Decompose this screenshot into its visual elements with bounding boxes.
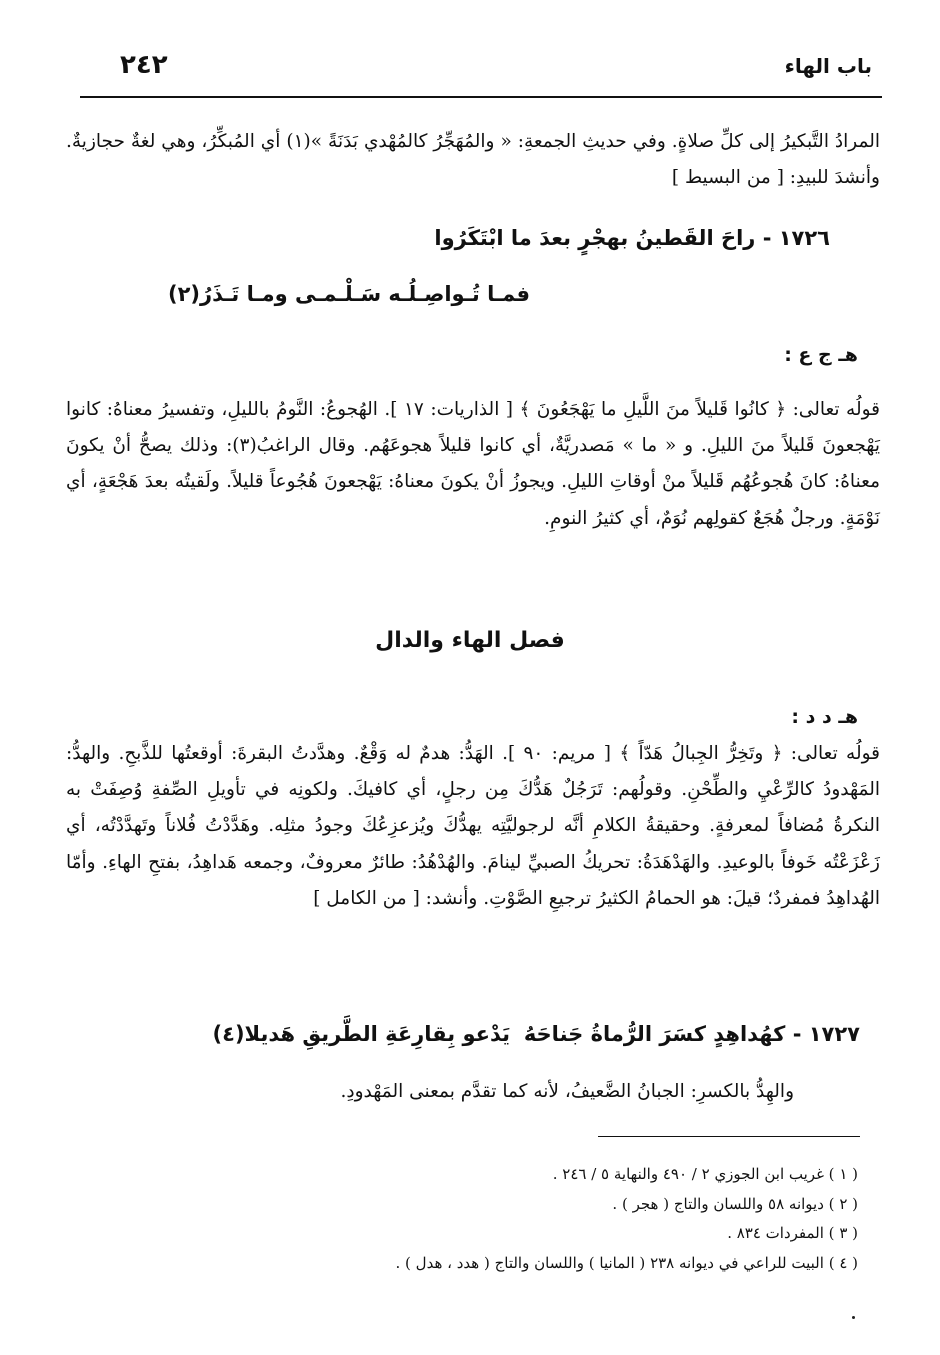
footnotes	[98, 1160, 858, 1278]
footnote-3: ( ٣ ) المفردات ٨٣٤ .	[727, 1224, 858, 1242]
verse-1726-second: فمـا تُـواصِـلُـه سَـلْـمـى ومـا تَـذَرُ(٢)	[167, 282, 530, 306]
entry-heading-hdd: هـ د د :	[791, 706, 858, 728]
closing-line: والهِدُّ بالكسرِ: الجبانُ الضَّعيفُ، لأنه كما تقدَّم بمعنى المَهْدودِ.	[340, 1081, 794, 1102]
footnote-2: ( ٢ ) ديوانه ٥٨ واللسان والتاج ( هجر ) .	[612, 1194, 858, 1213]
section-title: فصل الهاء والدال	[375, 628, 565, 653]
footnote-1: ( ١ ) غريب ابن الجوزي ٢ / ٤٩٠ والنهاية ٥ / ٢٤٦ .	[552, 1165, 858, 1183]
top-paragraph: المرادُ التَّبكيرُ إلى كلِّ صلاةٍ. وفي حديثِ الجمعةِ: « والمُهَجِّرُ كالمُهْدي بَدَنَةً »(١) أي المُبكِّرُ، وهي لغةٌ حجازيةٌ. وأنشدَ للبيدِ: [ من البسيط ]	[66, 131, 880, 189]
verse-1726-first: ١٧٢٦ - راحَ القَطينُ بهجْرٍ بعدَ ما ابْتَكَرُوا	[434, 226, 830, 250]
header-rule	[80, 96, 882, 98]
footnote-rule	[598, 1136, 860, 1137]
top-paragraph-block	[66, 124, 880, 196]
footnote-4: ( ٤ ) البيت للراعي في ديوانه ٢٣٨ ( المانيا ) واللسان والتاج ( هدد ، هدل ) .	[395, 1253, 858, 1272]
page-number: ٢٤٢	[120, 50, 168, 80]
verse-1727-first: ١٧٢٧ - كهُداهِدٍ كسَرَ الرُّماةُ جَناحَهُ	[523, 1022, 860, 1046]
hdd-paragraph-block	[66, 736, 880, 917]
closing-block	[66, 1074, 794, 1110]
hja-paragraph: قولُه تعالى: ﴿ كانُوا قَليلاً منَ اللَّيلِ ما يَهْجَعُونَ ﴾ [ الذاريات: ١٧ ]. الهُجوعُ: النَّومُ بالليلِ، وتفسيرُ معناهُ: كانوا يَهْجعونَ قَليلاً منَ الليلِ. و « ما » مَصدريَّةٌ، أي كانوا قليلاً هجوعَهُم. وقال الراغبُ(٣): وذلك يصحُّ أنْ يكونَ معناهُ: كانَ هُجوعُهُم قَليلاً منْ أوقاتِ الليلِ. ويجوزُ أنْ يكونَ معناهُ: يَهْجعونَ هُجُوعاً قليلاً. ولَقيتُه بعدَ هَجْعَةٍ، أي نَوْمَةٍ. ورجلٌ هُجَعٌ كقولِهم نُوَمٌ، أي كثيرُ النومِ.	[66, 399, 880, 529]
hdd-paragraph: قولُه تعالى: ﴿ وتَخِرُّ الجِبالُ هَدّاً ﴾ [ مريم: ٩٠ ]. الهَدُّ: هدمٌ له وَقْعٌ. وهدَّدتُ البقرةَ: أوقعتُها للذَّبحِ. والهدُّ: المَهْدودُ كالرِّعْيِ والطِّحْنِ. وقولُهم: تَرَجُلٌ هَدُّكَ مِن رجلٍ، أي كافيكَ. ولكونِه في تأويلِ الصِّفةِ وُصِفَتْ به النكرةُ مُضافاً لمعرفةٍ. وحقيقةُ الكلامِ أنَّه لرجوليَّتِه يهدُّكَ ويُزعزِعُكَ وجودُ مثلِه. وهَدَّدْتُ فُلاناً وتَهدَّدْتُه، أي زَعْزَعْتُه خَوفاً بالوعيدِ. والهَدْهَدَةُ: تحريكُ الصبيِّ لينامَ. والهُدْهُدُ: طائرٌ معروفٌ، وجمعه هَداهِدُ، بفتحِ الهاءِ. وأمّا الهُداهِدُ فمفردٌ؛ قيلَ: هو الحمامُ الكثيرُ ترجيعِ الصَّوْتِ. وأنشد: [ من الكامل ]	[66, 743, 880, 909]
chapter-title: باب الهاء	[784, 54, 872, 78]
entry-heading-hja: هـ ج ع :	[784, 344, 858, 366]
page-speck	[852, 1316, 855, 1319]
page-header	[48, 50, 880, 88]
hja-paragraph-block	[66, 392, 880, 537]
verse-1727-second: يَدْعو بِقارِعَةِ الطَّريقِ هَديلا(٤)	[212, 1022, 510, 1046]
